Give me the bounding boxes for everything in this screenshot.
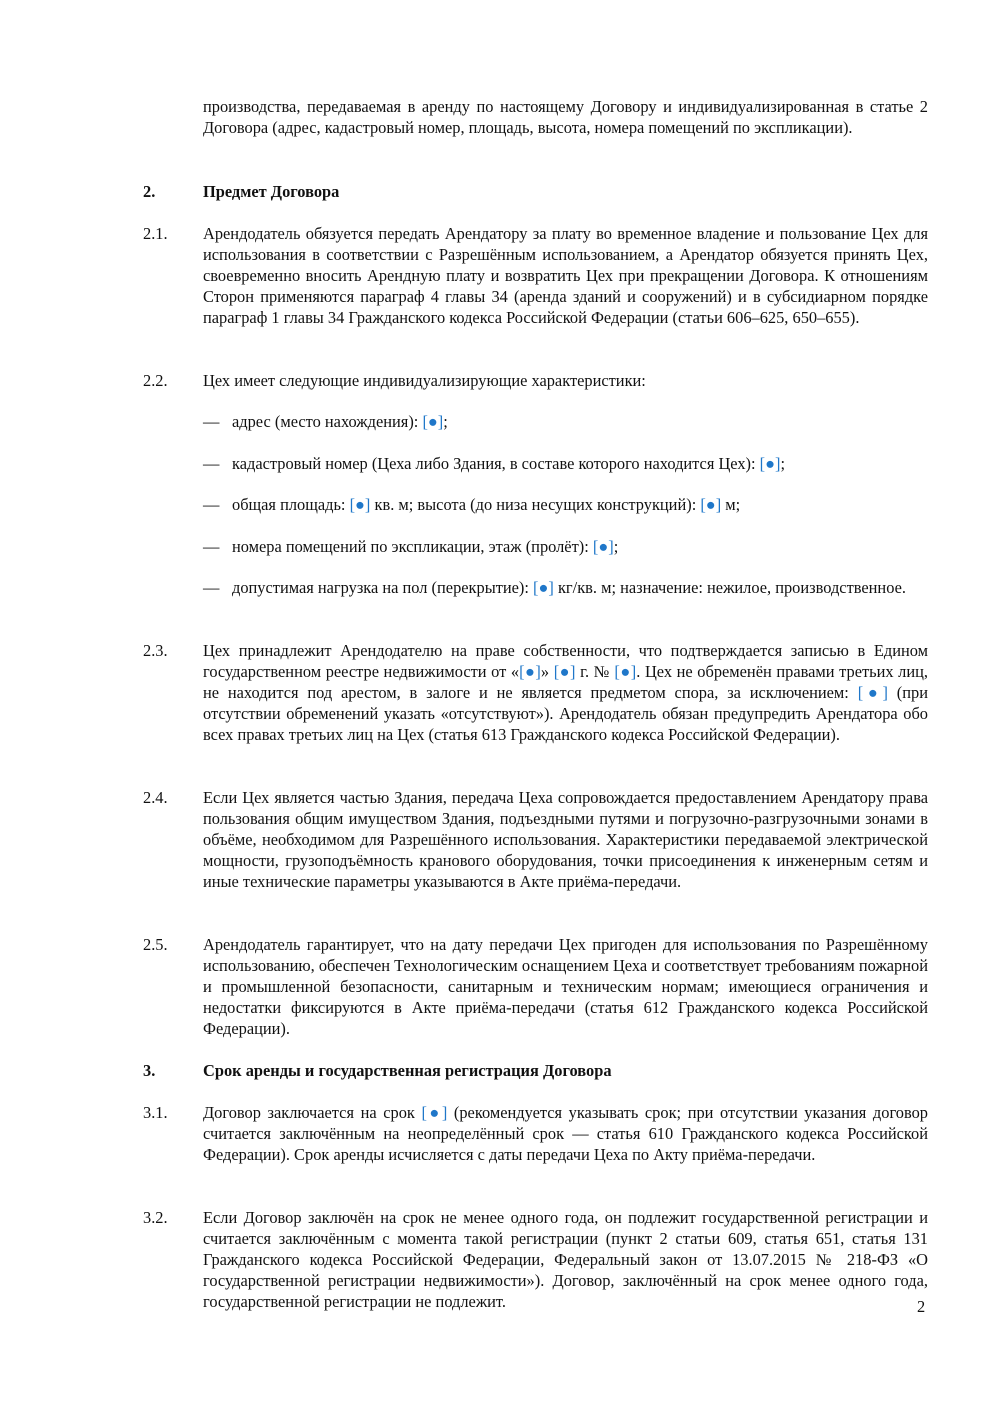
clause-3-1-text	[203, 1102, 928, 1165]
bullet-text: кг/кв. м; назначение: нежилое, производственное.	[553, 578, 906, 597]
section-2-title: Предмет Договора	[203, 182, 340, 201]
characteristic-room-numbers	[232, 536, 928, 557]
placeholder-marker: [●]	[700, 495, 722, 514]
bullet-dash: —	[203, 578, 220, 597]
section-3-number: 3.	[143, 1061, 156, 1080]
clause-3-1-number: 3.1.	[143, 1103, 168, 1122]
placeholder-marker: [●]	[759, 454, 781, 473]
bullet-text: ;	[443, 412, 448, 431]
bullet-text: допустимая нагрузка на пол (перекрытие):	[232, 578, 534, 597]
placeholder-marker: [●]	[349, 495, 371, 514]
placeholder-marker: [●]	[614, 662, 637, 681]
characteristic-area-height	[232, 494, 928, 515]
characteristic-floor-load	[232, 577, 928, 598]
bullet-dash: —	[203, 454, 220, 473]
clause-3-2-text: Если Договор заключён на срок не менее одного года, он подлежит государственной регистрации и считается заключённым с момента такой регистрации (пункт 2 статьи 609, статья 651, статья 131 Гражданского кодекса Российской Федерации, Федеральный закон от 13.07.2015 № 218-ФЗ «О государственной регистрации недвижимости»). Договор, заключённый на срок менее одного года, государственной регистрации не подлежит.	[203, 1208, 928, 1311]
placeholder-marker: [●]	[553, 662, 576, 681]
clause-2-4-number: 2.4.	[143, 788, 168, 807]
clause-2-3-number: 2.3.	[143, 641, 168, 660]
bullet-dash: —	[203, 537, 220, 556]
bullet-text: ;	[613, 537, 619, 556]
clause-2-4-text: Если Цех является частью Здания, передача Цеха сопровождается предоставлением Арендатору права пользования общим имуществом Здания, подъездными путями и погрузочно-разгрузочными зонами в объёме, необходимом для Разрешённого использования. Характеристики передаваемой электрической мощности, грузоподъёмность кранового оборудования, точки присоединения к инженерным сетям и иные технические параметры указываются в Акте приёма-передачи.	[203, 788, 928, 891]
characteristic-address	[232, 411, 928, 432]
bullet-text: кадастровый номер (Цеха либо Здания, в составе которого находится Цех):	[232, 454, 760, 473]
bullet-dash: —	[203, 412, 220, 431]
clause-text: г. №	[575, 662, 615, 681]
bullet-text: адрес (место нахождения):	[232, 412, 423, 431]
placeholder-marker: [●]	[592, 537, 614, 556]
bullet-text: общая площадь:	[232, 495, 350, 514]
placeholder-marker: [●]	[422, 412, 444, 431]
placeholder-marker: [●]	[421, 1103, 448, 1122]
clause-text: (при отсутствии обременений указать «отсутствуют»). Арендодатель обязан предупредить Арендатора обо всех правах третьих лиц на Цех (статья 613 Гражданского кодекса Российской Федерации).	[203, 683, 928, 744]
clause-2-2-number: 2.2.	[143, 371, 168, 390]
page-number: 2	[917, 1297, 926, 1316]
clause-3-2-number: 3.2.	[143, 1208, 168, 1227]
clause-2-3-text	[203, 640, 928, 745]
clause-2-1-number: 2.1.	[143, 224, 168, 243]
characteristic-cadastral-number	[232, 453, 928, 474]
intro-paragraph: производства, передаваемая в аренду по настоящему Договору и индивидуализированная в статье 2 Договора (адрес, кадастровый номер, площадь, высота, номера помещений по экспликации).	[203, 97, 928, 137]
section-2-number: 2.	[143, 182, 156, 201]
bullet-text: м;	[721, 495, 741, 514]
clause-2-2-text: Цех имеет следующие индивидуализирующие характеристики:	[203, 371, 646, 390]
bullet-text: ;	[780, 454, 786, 473]
clause-text: »	[540, 662, 554, 681]
clause-text: . Цех не обременён правами третьих лиц, не находится под арестом, в залоге и не является предметом спора, за исключением:	[203, 662, 928, 702]
clause-text: (рекомендуется указывать срок; при отсутствии указания договор считается заключённым на неопределённый срок — статья 610 Гражданского кодекса Российской Федерации). Срок аренды исчисляется с даты передачи Цеха по Акту приёма-передачи.	[203, 1103, 928, 1164]
bullet-text: кв. м; высота (до низа несущих конструкций):	[370, 495, 701, 514]
placeholder-marker: [●]	[533, 578, 554, 597]
clause-2-5-number: 2.5.	[143, 935, 168, 954]
clause-text: Цех принадлежит Арендодателю на праве собственности, что подтверждается записью в Едином государственном реестре недвижимости от «	[203, 641, 928, 681]
bullet-dash: —	[203, 495, 220, 514]
placeholder-marker: [●]	[519, 662, 541, 681]
section-3-title: Срок аренды и государственная регистрация Договора	[203, 1061, 612, 1080]
placeholder-marker: [●]	[857, 683, 888, 702]
clause-text: Договор заключается на срок	[203, 1103, 422, 1122]
clause-2-1-text: Арендодатель обязуется передать Арендатору за плату во временное владение и пользование Цех для использования в соответствии с Разрешённым использованием, а Арендатор обязуется принять Цех, своевременно вносить Арендную плату и возвратить Цех при прекращении Договора. К отношениям Сторон применяются параграф 4 главы 34 (аренда зданий и сооружений) и в субсидиарном порядке параграф 1 главы 34 Гражданского кодекса Российской Федерации (статьи 606–625, 650–655).	[203, 224, 928, 327]
bullet-text: номера помещений по экспликации, этаж (пролёт):	[232, 537, 593, 556]
clause-2-5-text: Арендодатель гарантирует, что на дату передачи Цех пригоден для использования по Разрешённому использованию, обеспечен Технологическим оснащением Цеха и соответствует требованиям пожарной и промышленной безопасности, санитарным и техническим нормам; имеющиеся ограничения и недостатки фиксируются в Акте приёма-передачи (статья 612 Гражданского кодекса Российской Федерации).	[203, 935, 928, 1038]
